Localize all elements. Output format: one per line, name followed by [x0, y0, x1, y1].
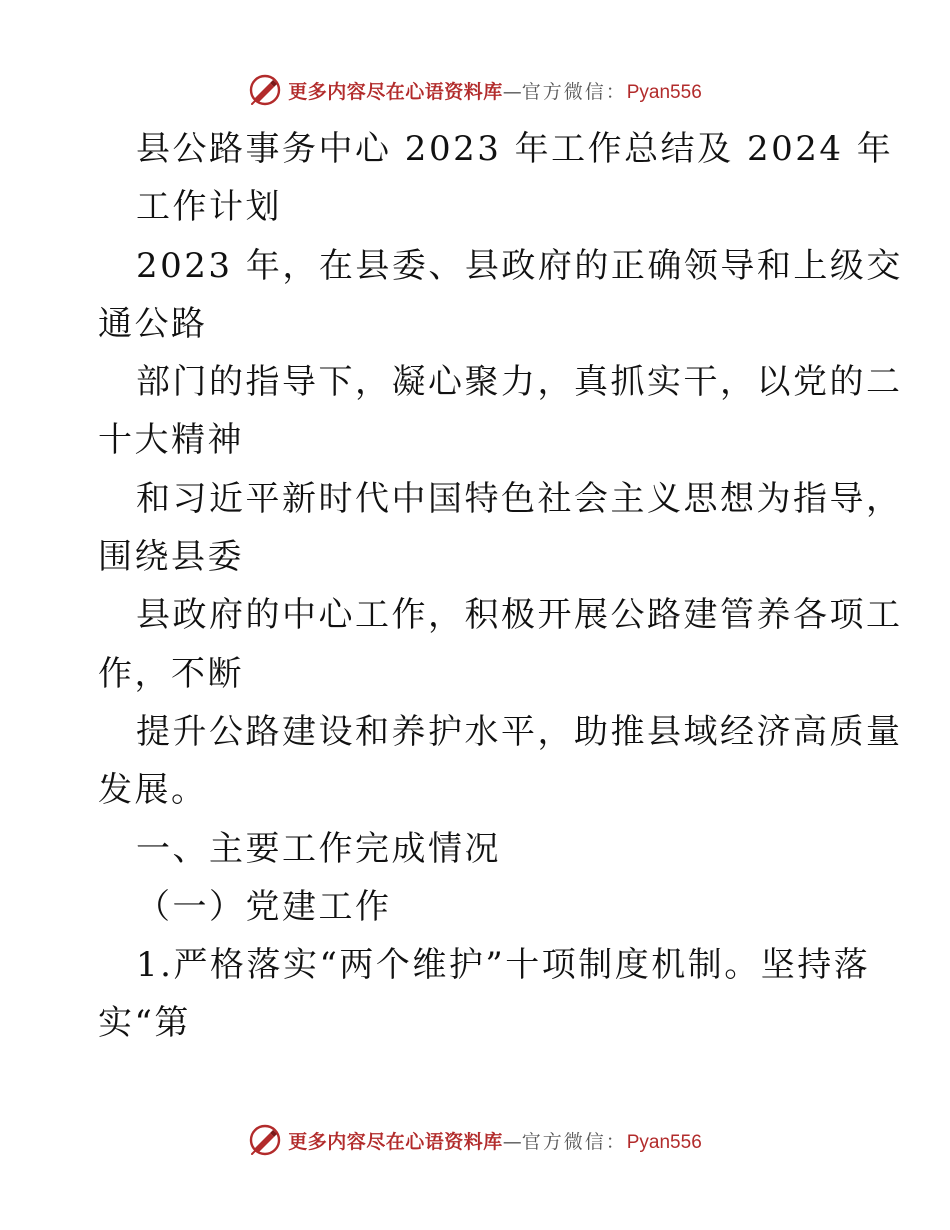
- paragraph-line: 2023 年，在县委、县政府的正确领导和上级交: [136, 245, 903, 286]
- document-title-line: 工作计划: [136, 187, 282, 228]
- paragraph-line: 作，不断: [98, 653, 244, 694]
- paragraph-line: 部门的指导下，凝心聚力，真抓实干，以党的二: [136, 362, 903, 403]
- paragraph-line: 和习近平新时代中国特色社会主义思想为指导，: [136, 478, 903, 519]
- pen-logo-icon: [248, 1123, 282, 1157]
- watermark-wechat-label: 官方微信：: [521, 1130, 627, 1153]
- document-title-line: 县公路事务中心 2023 年工作总结及 2024 年: [136, 129, 894, 169]
- watermark-main-text: 更多内容尽在心语资料库: [288, 80, 503, 103]
- section-heading: 一、主要工作完成情况: [136, 828, 501, 869]
- watermark-header: [0, 72, 950, 108]
- paragraph-line: 1.严格落实“两个维护”十项制度机制。坚持落: [136, 945, 871, 986]
- subsection-heading: （一）党建工作: [136, 886, 392, 927]
- watermark-footer: [0, 1122, 950, 1158]
- watermark-separator: —: [502, 1130, 522, 1153]
- paragraph-line: 通公路: [98, 303, 208, 344]
- pen-logo-icon: [248, 73, 282, 107]
- paragraph-line: 提升公路建设和养护水平，助推县域经济高质量: [136, 711, 903, 752]
- watermark-wechat-label: 官方微信：: [521, 80, 627, 103]
- paragraph-line: 实“第: [98, 1003, 191, 1044]
- paragraph-line: 县政府的中心工作，积极开展公路建管养各项工: [136, 595, 903, 636]
- watermark-wechat-id: Pyan556: [626, 1131, 702, 1153]
- paragraph-line: 围绕县委: [98, 537, 244, 578]
- paragraph-line: 发展。: [98, 770, 208, 811]
- watermark-main-text: 更多内容尽在心语资料库: [288, 1130, 503, 1153]
- watermark-wechat-id: Pyan556: [626, 81, 702, 103]
- paragraph-line: 十大精神: [98, 420, 244, 461]
- document-body: [98, 120, 903, 1053]
- watermark-separator: —: [502, 80, 522, 103]
